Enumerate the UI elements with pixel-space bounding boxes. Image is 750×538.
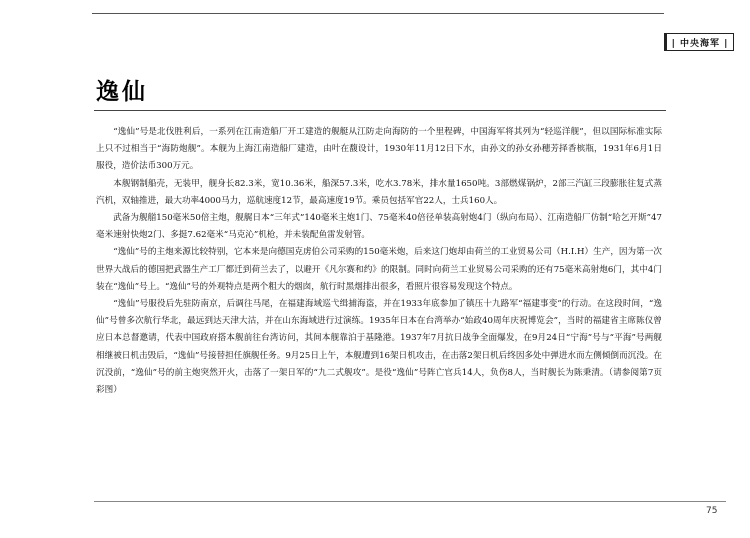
paragraph-armament: 武备为舰艏150毫米50倍主炮，舰艉日本“三年式”140毫米主炮1门、75毫米40倍径单装高射炮4门（纵向布局）、江南造船厂仿制“哈乞开斯”47毫米速射快炮2门、多挺7.62毫米“马克沁”机枪，并未装配鱼雷发射管。 — [96, 213, 662, 241]
paragraph-specs: 本舰钢制船壳，无装甲，舰身长82.3米，宽10.36米，船深57.3米，吃水3.78米，排水量1650吨。3部燃煤锅炉，2部三汽缸三段膨胀往复式蒸汽机，双轴推进，最大功率4000马力，巡航速度12节，最高速度19节。乘员包括军官22人，士兵160人。 — [96, 178, 662, 206]
article-body — [96, 124, 662, 399]
page-title: 逸仙 — [96, 78, 148, 105]
section-label: | 中央海军 | — [671, 38, 729, 49]
paragraph-main-gun: “逸仙”号的主炮来源比较特别，它本来是向德国克虏伯公司采购的150毫米炮，后来这门炮却由荷兰的工业贸易公司（H.I.H）生产，因为第一次世界大战后的德国把武器生产工厂都迁到荷兰去了，以避开《凡尔赛和约》的限制。同时向荷兰工业贸易公司采购的还有75毫米高射炮6门，其中4门装在“逸仙”号上。“逸仙”号的外观特点是两个粗大的烟囱，航行时黑烟排出很多，看照片很容易发现这个特点。 — [96, 247, 662, 292]
section-badge — [664, 33, 734, 51]
header-rule — [92, 13, 664, 14]
title-rule — [94, 110, 666, 111]
footer-rule — [94, 501, 726, 502]
paragraph-service-history: “逸仙”号服役后先驻防南京，后调往马尾，在福建海域巡弋缉捕海盗，并在1933年底参加了镇压十九路军“福建事变”的行动。在这段时间，“逸仙”号曾多次航行华北，最远到达天津大沽，并在山东海域进行过演练。1935年日本在台湾举办“始政40周年庆祝博览会”，当时的福建省主席陈仪曾应日本总督邀请，代表中国政府搭本舰前往台湾访问，其间本舰靠泊于基隆港。1937年7月抗日战争全面爆发，在9月24日“宁海”号与“平海”号两舰相继被日机击毁后，“逸仙”号接替担任旗舰任务。9月25日上午，本舰遭到16架日机攻击，在击落2架日机后终因多处中弹进水而左侧倾倒而沉没。在沉没前，“逸仙”号的前主炮突然开火，击落了一架日军的“九二式舰攻”。是役“逸仙”号阵亡官兵14人，负伤8人，当时舰长为陈秉清。（请参阅第7页彩图） — [96, 299, 662, 396]
paragraph-intro: “逸仙”号是北伐胜利后，一系列在江南造船厂开工建造的舰艇从江防走向海防的一个里程碑，中国海军将其列为“轻巡洋舰”，但以国际标准实际上只不过相当于“海防炮舰”。本舰为上海江南造船厂建造，由叶在馥设计，1930年11月12日下水，由孙文的孙女孙穗芳择香槟瓶，1931年6月1日服役，造价法币300万元。 — [96, 127, 662, 172]
page-number: 75 — [706, 506, 718, 516]
